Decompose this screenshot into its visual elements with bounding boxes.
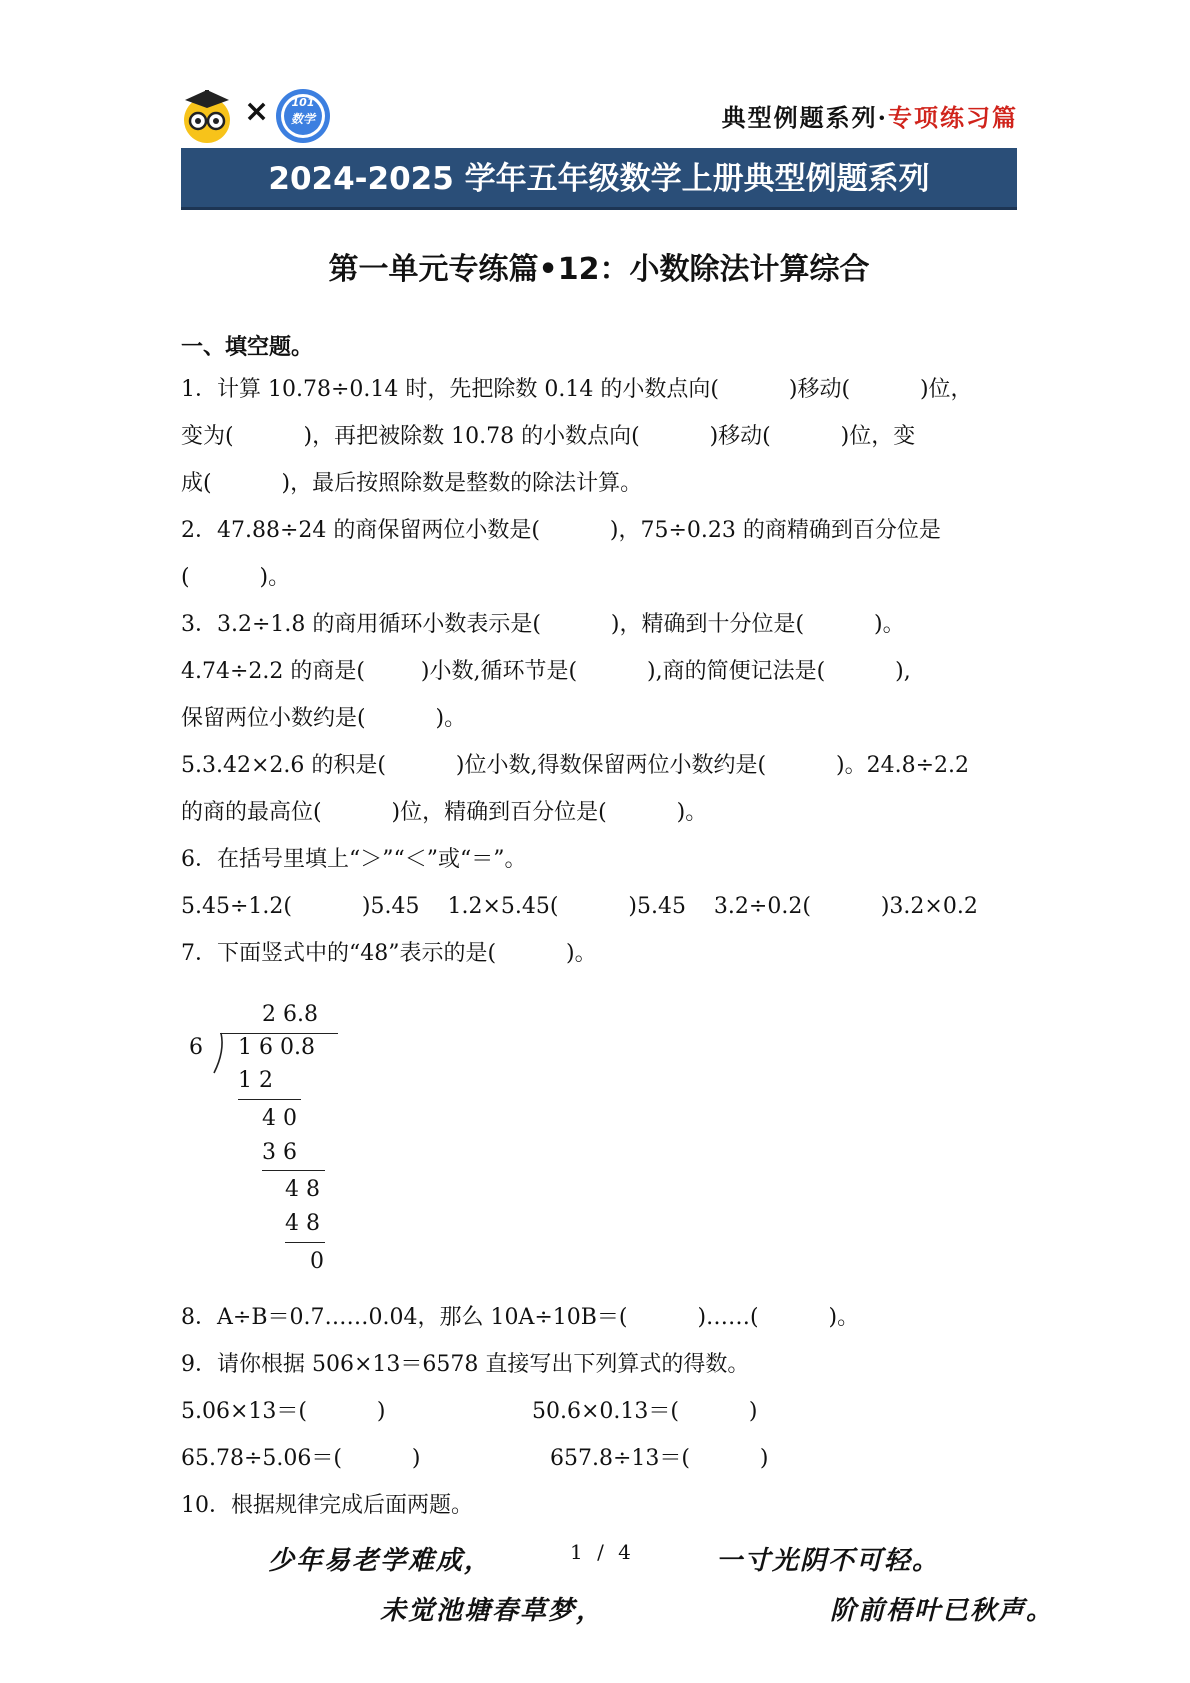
question-line: 10．根据规律完成后面两题。 xyxy=(181,1493,473,1518)
question-line: 8．A÷B＝0.7……0.04，那么 10A÷10B＝( )……( )。 xyxy=(181,1305,860,1330)
division-step: 1 2 xyxy=(238,1068,273,1093)
question-line: 3．3.2÷1.8 的商用循环小数表示是( )，精确到十分位是( )。 xyxy=(181,612,905,637)
q9-row2-left: 65.78÷5.06＝( ) xyxy=(181,1446,421,1471)
series-label xyxy=(680,98,1018,133)
division-step: 4 8 xyxy=(285,1211,320,1236)
division-step: 3 6 xyxy=(262,1140,297,1165)
header-logos xyxy=(181,86,331,144)
question-line: 2．47.88÷24 的商保留两位小数是( )，75÷0.23 的商精确到百分位是 xyxy=(181,518,941,543)
series-label-red: 专项练习篇 xyxy=(888,103,1018,132)
division-step-rule xyxy=(285,1242,325,1243)
footer-poem-line: 少年易老学难成， xyxy=(268,1546,493,1576)
logo-text-bottom: 数学 xyxy=(290,112,315,126)
question-line: 4.74÷2.2 的商是( )小数,循环节是( ),商的简便记法是( ), xyxy=(181,659,911,684)
division-divisor: 6 xyxy=(189,1035,203,1060)
division-step: 4 0 xyxy=(262,1106,297,1131)
section-heading: 一、填空题。 xyxy=(181,335,314,360)
header-banner: 2024-2025 学年五年级数学上册典型例题系列 xyxy=(181,148,1017,210)
page-title: 第一单元专练篇•12：小数除法计算综合 xyxy=(328,252,870,287)
page-number: 1 / 4 xyxy=(570,1540,635,1564)
question-line: 保留两位小数约是( )。 xyxy=(181,706,467,731)
division-quotient: 2 6.8 xyxy=(262,1002,318,1027)
question-line: 7．下面竖式中的“48”表示的是( )。 xyxy=(181,941,597,966)
q9-row1-right: 50.6×0.13＝( ) xyxy=(532,1399,758,1424)
question-line: ( )。 xyxy=(181,565,291,590)
question-line: 5.3.42×2.6 的积是( )位小数,得数保留两位小数约是( )。24.8÷2.2 xyxy=(181,753,969,778)
q9-row1-left: 5.06×13＝( ) xyxy=(181,1399,386,1424)
division-dividend: 1 6 0.8 xyxy=(238,1035,315,1060)
footer-poem-line: 阶前梧叶已秋声。 xyxy=(830,1596,1055,1626)
footer-poem-line: 未觉池塘春草梦， xyxy=(380,1596,605,1626)
question-line: 6．在括号里填上“＞”“＜”或“＝”。 xyxy=(181,847,527,872)
division-step: 0 xyxy=(310,1249,324,1274)
question-line: 成( )，最后按照除数是整数的除法计算。 xyxy=(181,471,643,496)
series-label-black: 典型例题系列· xyxy=(721,103,888,132)
times-sign: × xyxy=(244,94,270,129)
question-line: 的商的最高位( )位，精确到百分位是( )。 xyxy=(181,800,708,825)
division-step-rule xyxy=(238,1099,301,1100)
question-line: 9．请你根据 506×13＝6578 直接写出下列算式的得数。 xyxy=(181,1352,750,1377)
division-step-rule xyxy=(262,1170,325,1171)
division-step: 4 8 xyxy=(285,1177,320,1202)
footer-poem-line: 一寸光阴不可轻。 xyxy=(716,1546,941,1576)
logo-text-top: 101 xyxy=(291,96,315,109)
division-bracket xyxy=(212,1031,226,1075)
question-line: 1．计算 10.78÷0.14 时，先把除数 0.14 的小数点向( )移动( )位， xyxy=(181,377,973,402)
q9-row2-right: 657.8÷13＝( ) xyxy=(550,1446,769,1471)
question-line: 5.45÷1.2( )5.45 1.2×5.45( )5.45 3.2÷0.2( )3.2×0.2 xyxy=(181,894,978,919)
division-bar xyxy=(220,1033,338,1034)
question-line: 变为( )，再把被除数 10.78 的小数点向( )移动( )位，变 xyxy=(181,424,916,449)
